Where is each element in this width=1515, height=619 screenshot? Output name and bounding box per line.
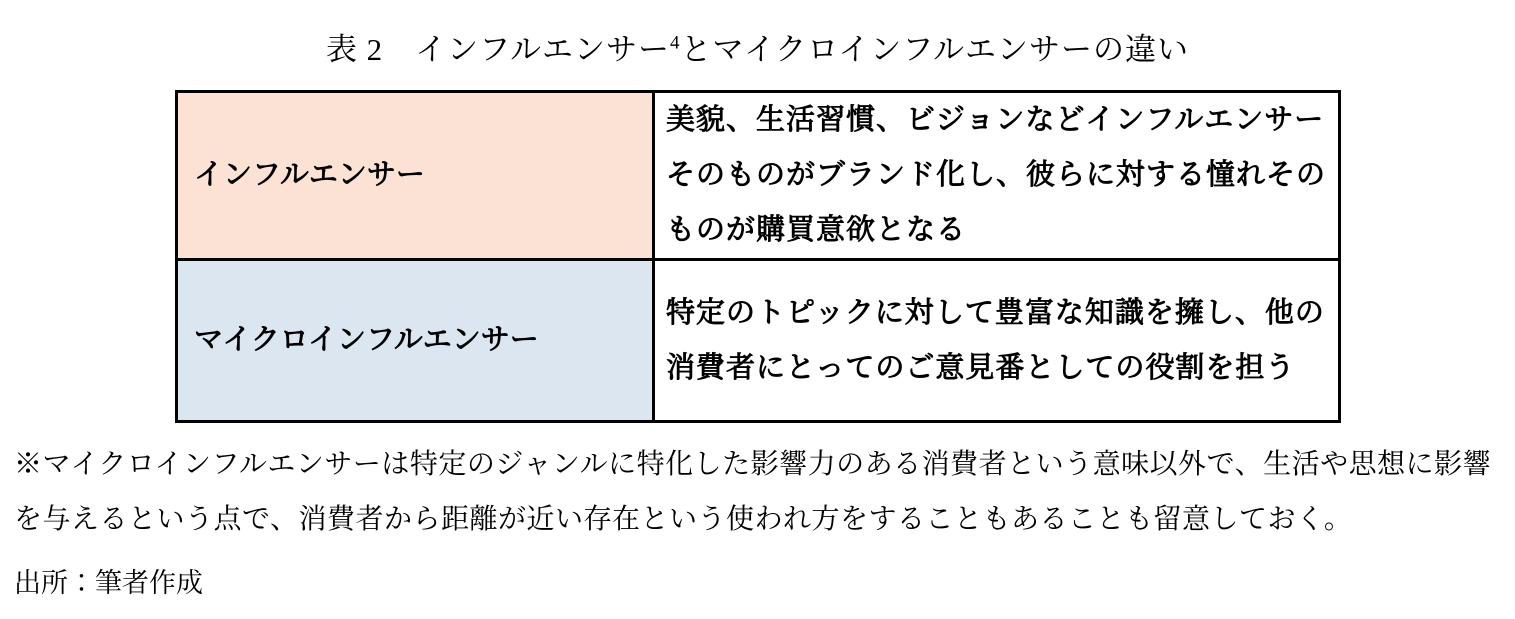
footnote-text: ※マイクロインフルエンサーは特定のジャンルに特化した影響力のある消費者という意味以外で、生活や思想に影響を与えるという点で、消費者から距離が近い存在という使われ方をすることもあることも留意しておく。 <box>14 449 1492 535</box>
comparison-table <box>175 90 1341 423</box>
table-title-prefix: 表 2 インフルエンサー <box>325 32 670 67</box>
table-row <box>177 260 1340 422</box>
table-title <box>0 0 1515 69</box>
influencer-description-cell: 美貌、生活習慣、ビジョンなどインフルエンサーそのものがブランド化し、彼らに対する憧れそのものが購買意欲となる <box>654 92 1340 260</box>
micro-influencer-label-cell: マイクロインフルエンサー <box>177 260 654 422</box>
table-title-suffix: とマイクロインフルエンサーの違い <box>680 32 1190 67</box>
table-row <box>177 92 1340 260</box>
influencer-label-cell: インフルエンサー <box>177 92 654 260</box>
footnote-marker: 4 <box>669 32 681 54</box>
source-attribution: 出所：筆者作成 <box>14 568 203 598</box>
micro-influencer-description-cell: 特定のトピックに対して豊富な知識を擁し、他の消費者にとってのご意見番としての役割を担う <box>654 260 1340 422</box>
